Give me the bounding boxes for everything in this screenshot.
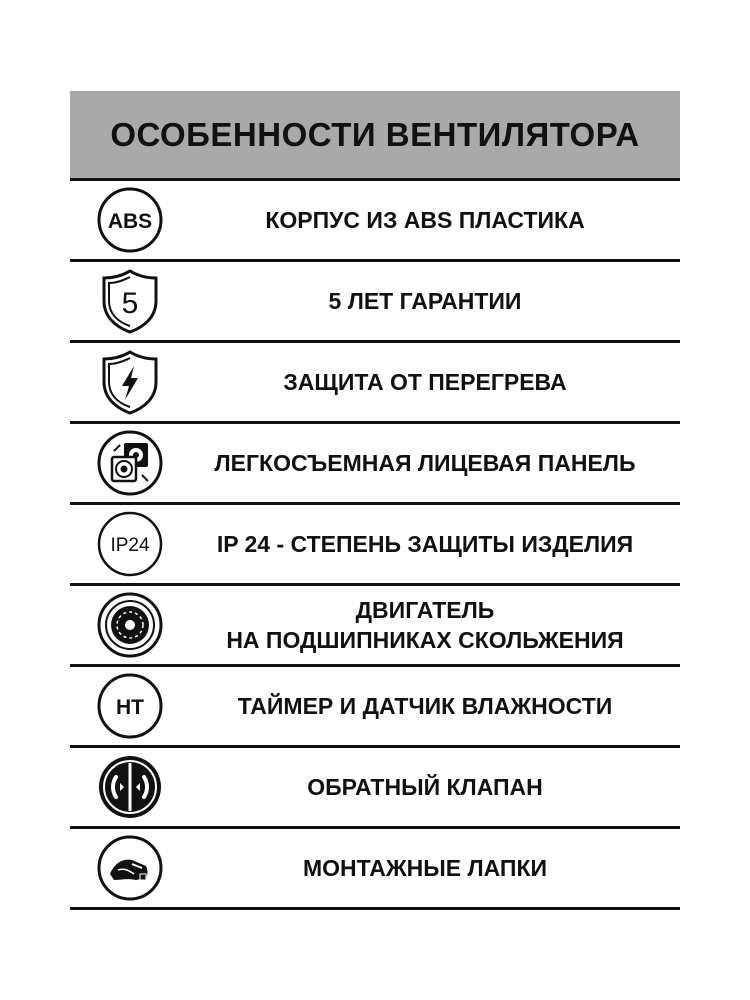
ip24-badge-icon	[70, 510, 190, 578]
features-sheet	[70, 91, 680, 910]
feature-label-line: ТАЙМЕР И ДАТЧИК ВЛАЖНОСТИ	[237, 693, 613, 719]
feature-row-timer-humidity	[70, 667, 680, 748]
feature-label-line: МОНТАЖНЫЕ ЛАПКИ	[302, 855, 548, 881]
ht-icon-text: HT	[116, 696, 144, 719]
abs-badge-icon	[70, 186, 190, 254]
page-title: ОСОБЕННОСТИ ВЕНТИЛЯТОРА	[110, 115, 640, 153]
feature-label	[190, 367, 680, 397]
feature-label-line: ЗАЩИТА ОТ ПЕРЕГРЕВА	[283, 369, 567, 395]
removable-panel-icon	[70, 429, 190, 497]
feature-row-check-valve	[70, 748, 680, 829]
feature-label-line: ОБРАТНЫЙ КЛАПАН	[307, 774, 543, 800]
warranty-shield-icon	[70, 267, 190, 335]
feature-label	[190, 772, 680, 802]
header-bar	[70, 91, 680, 178]
feature-label-line: 5 ЛЕТ ГАРАНТИИ	[328, 288, 522, 314]
abs-icon-text: ABS	[107, 210, 153, 233]
feature-label-line: НА ПОДШИПНИКАХ СКОЛЬЖЕНИЯ	[226, 627, 624, 653]
feature-row-ip24	[70, 505, 680, 586]
ip24-icon-text: IP24	[110, 535, 150, 556]
lightning-shield-icon	[70, 348, 190, 416]
feature-label	[190, 205, 680, 235]
feature-label-line: ЛЕГКОСЪЕМНАЯ ЛИЦЕВАЯ ПАНЕЛЬ	[214, 450, 636, 476]
feature-row-warranty	[70, 262, 680, 343]
mounting-bracket-icon	[70, 834, 190, 902]
feature-row-overheat	[70, 343, 680, 424]
feature-label	[190, 595, 680, 655]
feature-row-motor	[70, 586, 680, 667]
feature-label-line: IP 24 - СТЕПЕНЬ ЗАЩИТЫ ИЗДЕЛИЯ	[216, 531, 634, 557]
feature-label-line: КОРПУС ИЗ ABS ПЛАСТИКА	[265, 207, 585, 233]
feature-label	[190, 691, 680, 721]
ht-badge-icon	[70, 672, 190, 740]
feature-label	[190, 448, 680, 478]
feature-label-line: ДВИГАТЕЛЬ	[355, 597, 495, 623]
feature-list	[70, 178, 680, 910]
check-valve-icon	[70, 753, 190, 821]
feature-label	[190, 853, 680, 883]
feature-label	[190, 529, 680, 559]
feature-row-mounting	[70, 829, 680, 910]
feature-row-abs	[70, 181, 680, 262]
feature-row-front-panel	[70, 424, 680, 505]
motor-bearing-icon	[70, 591, 190, 659]
warranty-icon-text: 5	[121, 287, 139, 320]
feature-label	[190, 286, 680, 316]
